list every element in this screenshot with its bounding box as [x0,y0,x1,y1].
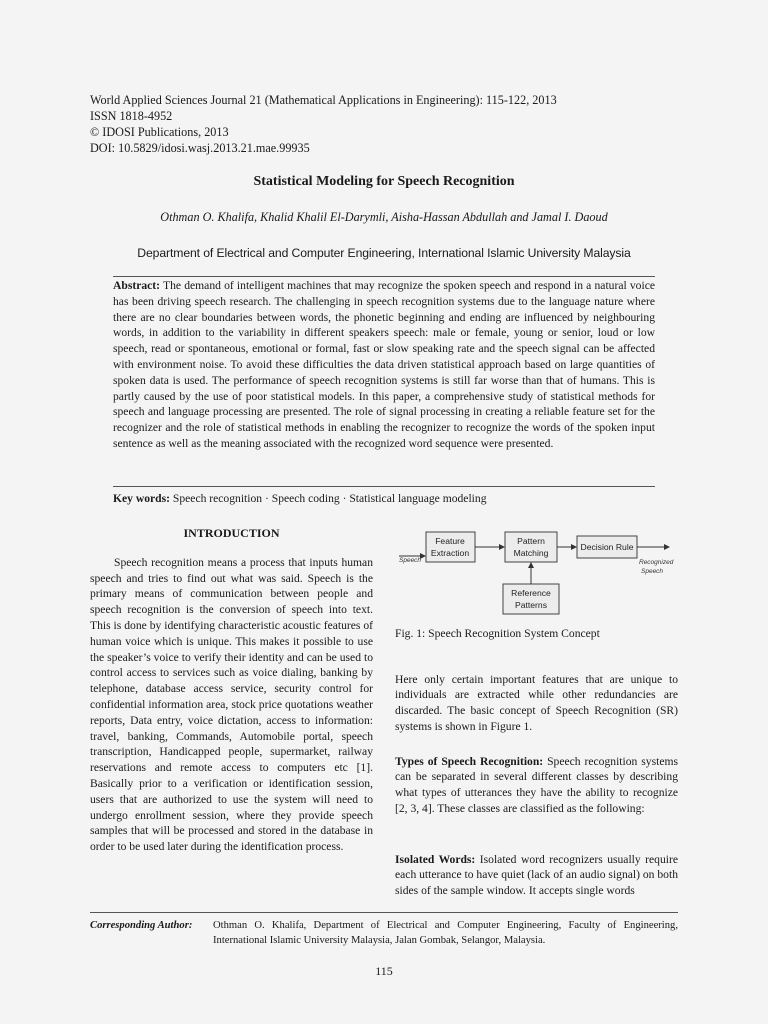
abstract-top-rule [113,276,655,277]
intro-paragraph: Speech recognition means a process that inputs human speech and tries to find out what was said. Speech is the primary means of communication between people and speech recognition is the conversion of speech into text. This is done by identifying characteristic acoustic features of human voice which is unique. This makes it possible to use the speaker’s voice to verify their identity and can be used to control access to services such as voice dialing, banking by telephone, database access service, security control for confidential information area, stock price quotations weather reports, Data entry, voice dictation, access to information: travel, banking, Commands, Automobile portal, speech transcription, Handicapped people, supermarket, railway reservations and remote access to computers etc [1]. Basically prior to a verification or identification session, users that are authorized to use the system will need to undergo enrollment session, where they provide speech samples that will be processed and stored in the database in order to be used later during the identification process. [90,555,373,854]
affiliation: Department of Electrical and Computer Engineering, International Islamic University Malaysia [137,246,631,260]
feature-extraction-label-2: Extraction [430,548,470,558]
pattern-matching-label-1: Pattern [517,536,545,546]
isolated-text: Isolated word recognizers usually require each utterance to have quiet (lack of an audio signal) on both sides of the sample window. It accepts single words [395,852,678,898]
keywords [113,492,655,505]
abstract-label: Abstract: [113,279,161,292]
right-paragraph-1: Here only certain important features that are unique to individuals are extracted while other redundancies are discarded. The basic concept of Speech Recognition (SR) systems is shown in Figure 1. [395,672,678,733]
abstract-text: The demand of intelligent machines that may recognize the spoken speech and respond in a natural voice has been driving speech research. The challenging in speech recognition systems due to the language nature where there are no clear boundaries between words, the phonetic beginning and ending are influenced by neighbouring words, in addition to the variability in different speakers speech: male or female, young or senior, loud or low speech, read or spontaneous, emotional or formal, fast or slow speaking rate and the speech signal can be affected with environment noise. To avoid these difficulties the data driven statistical approach based on large quantities of spoken data is used. The performance of speech recognition systems is still far worse than that of humans. This is partly caused by the use of poor statistical models. In this paper, a comprehensive study of statistical methods for speech and language processing are presented. The role of signal processing in creating a reliable feature set for the recognizer and the role of statistical methods in enabling the recognizer to recognize the words of the spoken input sentence as well as the meaning associated with the recognized word sequence were presented. [113,279,655,450]
footer-rule [90,912,678,913]
types-text: Speech recognition systems can be separated in several different classes by describing what types of utterances they have the ability to recognize [2, 3, 4]. These classes are classified as the following: [395,754,678,815]
isolated-paragraph [395,852,678,899]
types-paragraph [395,754,678,817]
intro-heading: INTRODUCTION [183,526,280,540]
decision-rule-label: Decision Rule [580,542,634,552]
paper-title: Statistical Modeling for Speech Recognition [253,174,515,189]
input-label: Speech [399,557,422,564]
reference-patterns-label-1: Reference [511,588,551,598]
output-label-2: Speech [641,568,664,575]
abstract-bottom-rule [113,486,655,487]
corresponding-author-label: Corresponding Author: [90,920,193,931]
feature-extraction-label-1: Feature [435,536,465,546]
journal-citation: World Applied Sciences Journal 21 (Mathematical Applications in Engineering): 115-122, 2013 [90,93,557,107]
reference-patterns-label-2: Patterns [514,600,548,610]
page-number: 115 [375,964,393,978]
left-column [90,526,373,855]
isolated-label: Isolated Words: [395,852,476,866]
keywords-label: Key words: [113,492,170,505]
types-label: Types of Speech Recognition: [395,754,544,768]
journal-header [90,92,690,156]
speech-recognition-diagram [395,522,678,622]
output-label-1: Recognized [639,559,674,566]
figure-caption: Fig. 1: Speech Recognition System Concept [395,627,600,640]
pattern-matching-label-2: Matching [513,548,549,558]
publisher: © IDOSI Publications, 2013 [90,125,229,139]
doi: DOI: 10.5829/idosi.wasj.2013.21.mae.99935 [90,141,310,155]
keywords-text: Speech recognition · Speech coding · Statistical language modeling [172,492,487,505]
corresponding-author-text: Othman O. Khalifa, Department of Electrical and Computer Engineering, Faculty of Engineering, International Islamic University Malaysia, Jalan Gombak, Selangor, Malaysia. [213,920,678,946]
authors: Othman O. Khalifa, Khalid Khalil El-Darymli, Aisha-Hassan Abdullah and Jamal I. Daoud [160,210,608,224]
issn: ISSN 1818-4952 [90,109,173,123]
abstract [113,278,655,452]
